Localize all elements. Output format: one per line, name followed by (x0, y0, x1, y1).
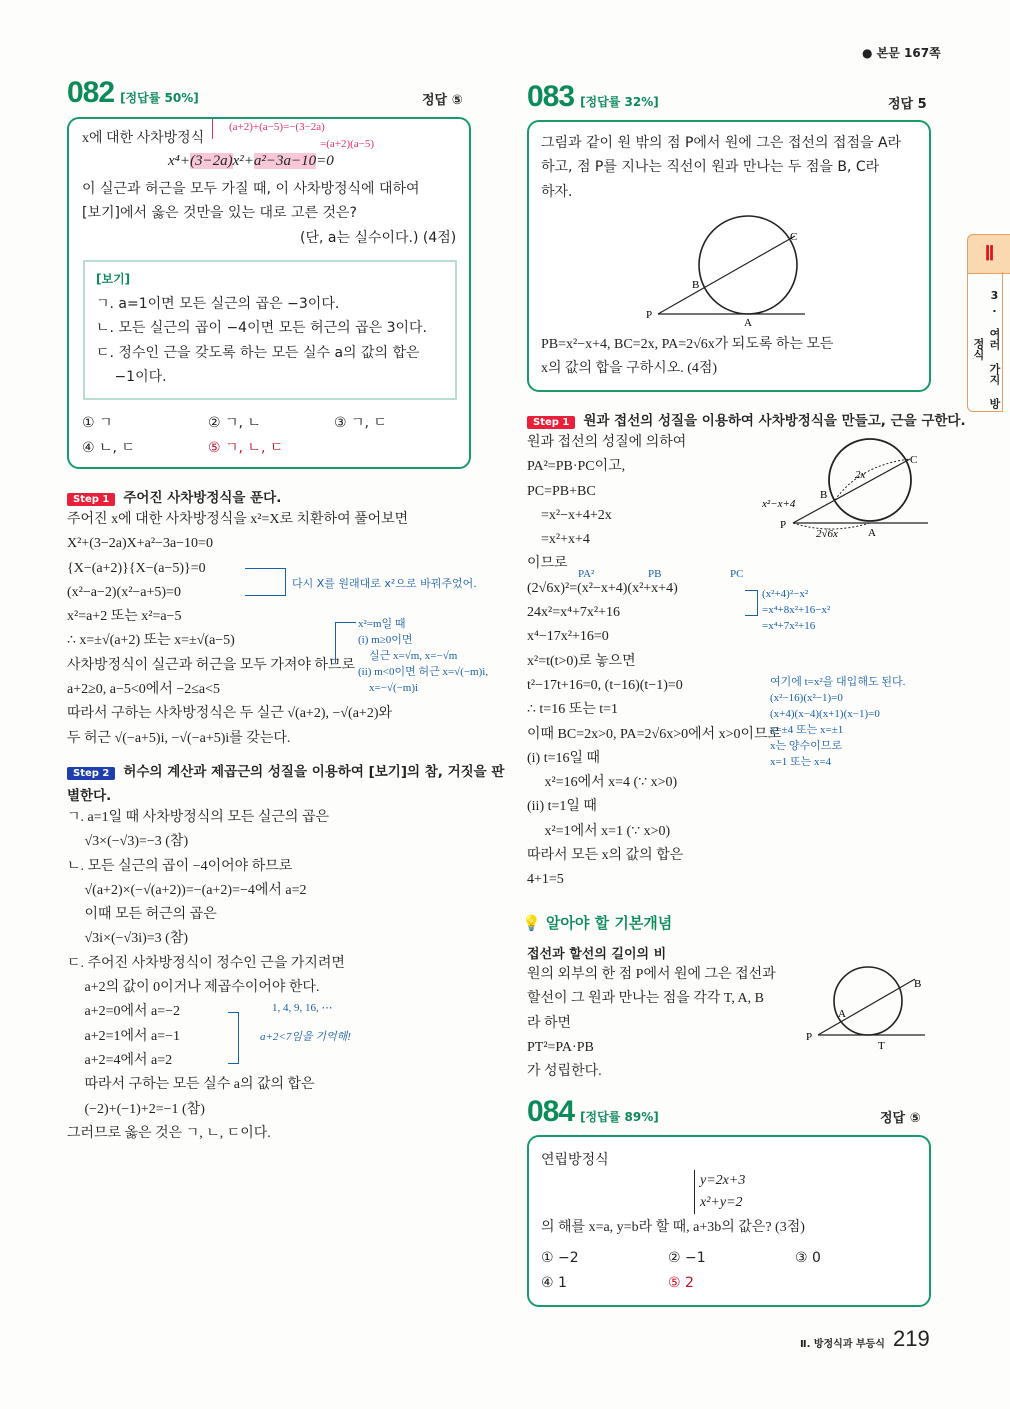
solution-line: 사차방정식이 실근과 허근을 모두 가져야 하므로 (67, 657, 355, 673)
solution-line: ∴ t=16 또는 t=1 (527, 702, 619, 718)
blue-annotation-line: =x⁴+7x²+16 (762, 620, 816, 632)
solution-line: 이때 모든 허근의 곱은 (67, 907, 217, 923)
step-badge: Step 1 (527, 416, 575, 429)
solution-line: a+2=1에서 a=−1 (67, 1028, 181, 1044)
problem-number: 083 (527, 80, 575, 113)
concept-line: 원의 외부의 한 점 P에서 원에 그은 접선과 (527, 967, 776, 982)
blue-annotation-line: 실근 x=√m, x=−√m (358, 650, 458, 662)
label-pb: x²−x+4 (762, 498, 796, 510)
solution-line: x⁴−17x²+16=0 (527, 629, 609, 645)
choice-2[interactable]: ② ㄱ, ㄴ (208, 415, 261, 431)
question-equation (168, 153, 334, 170)
equation-2: x²+y=2 (700, 1195, 743, 1210)
blue-annotation-line: x=−√(−m)i (358, 682, 419, 694)
problem-number: 084 (527, 1095, 575, 1128)
solution-line: 이때 BC=2x>0, PA=2√6x>0에서 x>0이므로 (527, 726, 782, 742)
solution-lines (67, 806, 345, 1146)
blue-annotation-line: =x⁴+8x²+16−x² (762, 604, 831, 616)
question-text: [보기]에서 옳은 것만을 있는 대로 고른 것은? (82, 205, 357, 221)
blue-annotation-line: (ii) m<0이면 허근 x=√(−m)i, (358, 666, 489, 678)
choice-4[interactable]: ④ 1 (541, 1275, 567, 1291)
point-p: P (806, 1031, 813, 1043)
choice-3[interactable]: ③ 0 (795, 1250, 821, 1266)
solution-line: ㄷ. 주어진 사차방정식이 정수인 근을 가지려면 (67, 955, 345, 971)
step-title: 허수의 계산과 제곱근의 성질을 이용하여 [보기]의 참, 거짓을 판 (123, 764, 505, 780)
label-pa: 2√6x (816, 528, 838, 540)
blue-annotation-line: x=1 또는 x=4 (770, 756, 832, 768)
point-a: A (838, 1008, 846, 1020)
reference-text: 본문 167쪽 (876, 46, 941, 60)
solution-line: (2√6x)²=(x²−x+4)(x²+x+4) (527, 580, 678, 596)
concept-subtitle: 접선과 할선의 길이의 비 (527, 947, 667, 962)
concept-figure (800, 965, 930, 1055)
blue-annotation-line: (x²+4)²−x² (762, 588, 809, 600)
point-c: C (790, 231, 798, 243)
bogi-item: ㄱ. a=1이면 모든 실근의 곱은 −3이다. (96, 296, 340, 312)
choice-3[interactable]: ③ ㄱ, ㄷ (334, 415, 387, 431)
concept-line: PT²=PA·PB (527, 1039, 594, 1055)
question-lines (541, 333, 833, 382)
concept-title: 알아야 할 기본개념 (545, 914, 673, 932)
point-p: P (646, 309, 653, 321)
blue-annotation-lines (762, 586, 830, 634)
choice-1[interactable]: ① −2 (541, 1250, 579, 1266)
solution-line: {X−(a+2)}{X−(a−5)}=0 (67, 560, 206, 576)
correct-rate: [정답률 89%] (580, 1110, 659, 1124)
point-c: C (910, 454, 918, 466)
circle (699, 216, 797, 314)
eq-part: x²+ (232, 153, 254, 169)
eq-part: =0 (316, 153, 334, 169)
page-reference: ● 본문 167쪽 (862, 46, 941, 60)
blue-annotation-line: (x+4)(x−4)(x+1)(x−1)=0 (770, 708, 880, 720)
step-title: 원과 접선의 성질을 이용하여 사차방정식을 만들고, 근을 구한다. (583, 413, 966, 429)
step-badge: Step 1 (67, 493, 115, 506)
tangent-figure (640, 210, 810, 330)
step-title-cont: 별한다. (67, 788, 112, 804)
bogi-items (96, 292, 427, 389)
solution-line: x²=1에서 x=1 (∵ x>0) (527, 823, 671, 839)
bogi-item: ㄷ. 정수인 근을 갖도록 하는 모든 실수 a의 값의 합은 (96, 344, 420, 361)
solution-line: a+2≥0, a−5<0에서 −2≤a<5 (67, 682, 221, 698)
concept-line: 할선이 그 원과 만나는 점을 각각 T, A, B (527, 991, 764, 1007)
circle (829, 439, 911, 521)
concept-line: 라 하면 (527, 1015, 572, 1031)
point-b: B (914, 978, 922, 990)
point-p: P (780, 519, 787, 531)
solution-line: X²+(3−2a)X+a²−3a−10=0 (67, 536, 213, 552)
blue-annotation: a+2<7임을 기억해! (260, 1031, 351, 1043)
problem-number: 082 (67, 76, 115, 109)
solution-line: (−2)+(−1)+2=−1 (참) (67, 1101, 205, 1117)
point-b: B (820, 489, 828, 501)
question-line: PB=x²−x+4, BC=2x, PA=2√6x가 되도록 하는 모든 (541, 337, 834, 352)
solution-line: a+2의 값이 0이거나 제곱수이어야 한다. (67, 980, 320, 996)
solution-line: 따라서 구하는 모든 실수 a의 값의 합은 (67, 1077, 315, 1093)
solution-line: ㄴ. 모든 실근의 곱이 −4이어야 하므로 (67, 858, 293, 874)
step1-heading (67, 486, 281, 506)
question-text: 의 해를 x=a, y=b라 할 때, a+3b의 값은? (3점) (541, 1220, 805, 1235)
solution-line: PC=PB+BC (527, 483, 596, 499)
correct-rate: [정답률 50%] (120, 91, 199, 105)
blue-label: PC (730, 568, 744, 580)
bracket (228, 1012, 239, 1064)
concept-lines (527, 963, 776, 1084)
answer-label: 정답 ⑤ (422, 93, 463, 108)
solution-line: (x²−a−2)(x²−a+5)=0 (67, 584, 181, 600)
solution-line: 그러므로 옳은 것은 ㄱ, ㄴ, ㄷ이다. (67, 1125, 271, 1141)
blue-label: PA² (578, 568, 595, 580)
solution-figure (760, 435, 935, 545)
solution-line: √(a+2)×(−√(a+2))=−(a+2)=−4에서 a=2 (67, 882, 307, 898)
question-text: 이 실근과 허근을 모두 가질 때, 이 사차방정식에 대하여 (82, 181, 420, 197)
step-badge: Step 2 (67, 767, 115, 780)
blue-annotation-line: (i) m≥0이면 (358, 634, 413, 646)
blue-annotation-lines (770, 674, 905, 770)
bogi-title: [보기] (96, 272, 131, 286)
solution-line: (i) t=16일 때 (527, 750, 601, 766)
footer-chapter: Ⅱ. 방정식과 부등식 (800, 1339, 885, 1350)
chapter-tab[interactable]: Ⅱ (967, 234, 1010, 274)
solution-line: t²−17t+16=0, (t−16)(t−1)=0 (527, 677, 683, 693)
blue-annotation-line: x²=m일 때 (358, 618, 406, 630)
correct-rate: [정답률 32%] (580, 95, 659, 109)
blue-annotation-line: (x²−16)(x²−1)=0 (770, 692, 843, 704)
solution-line: a+2=0에서 a=−2 (67, 1004, 181, 1020)
point-a: A (744, 317, 752, 329)
bogi-item: ㄴ. 모든 실근의 곱이 −4이면 모든 허근의 곱은 3이다. (96, 320, 428, 337)
problem-084-header (527, 1095, 659, 1129)
solution-line: =x²+x+4 (527, 532, 590, 548)
blue-annotation-line: x는 양수이므로 (770, 740, 843, 752)
question-line: 하고, 점 P를 지나는 직선이 원과 만나는 두 점을 B, C라 (541, 159, 880, 176)
question-line: 그림과 같이 원 밖의 점 P에서 원에 그은 접선의 접점을 A라 (541, 135, 902, 151)
label-bc: 2x (855, 469, 866, 481)
blue-label: PB (648, 568, 662, 580)
bogi-item: −1이다. (96, 368, 167, 385)
blue-annotation: 1, 4, 9, 16, ⋯ (272, 1002, 333, 1014)
secant-line (658, 236, 795, 314)
choice-2[interactable]: ② −1 (668, 1250, 706, 1266)
concept-line: 가 성립한다. (527, 1064, 602, 1080)
solution-line: ∴ x=±√(a+2) 또는 x=±√(a−5) (67, 633, 235, 649)
lightbulb-icon: 💡 (522, 914, 541, 932)
solution-line: 따라서 구하는 사차방정식은 두 실근 √(a+2), −√(a+2)와 (67, 706, 393, 722)
circle (834, 967, 902, 1035)
eq-highlight: (3−2a) (190, 153, 233, 169)
solution-line: a+2=4에서 a=2 (67, 1052, 173, 1068)
choice-4[interactable]: ④ ㄴ, ㄷ (82, 440, 135, 456)
step1-heading (527, 409, 966, 429)
arrow-bracket (245, 568, 286, 596)
question-lines (541, 131, 901, 204)
problem-082-header (67, 76, 199, 110)
solution-line: 이므로 (527, 556, 568, 572)
question-text: x에 대한 사차방정식 (82, 131, 205, 146)
solution-line: x²=16에서 x=4 (∵ x>0) (527, 775, 678, 791)
blue-annotation-line: x=±4 또는 x=±1 (770, 724, 844, 736)
solution-line: PA²=PB·PC이고, (527, 459, 626, 475)
solution-lines (527, 431, 781, 893)
concept-heading (522, 912, 672, 933)
solution-line: 따라서 모든 x의 값의 합은 (527, 848, 684, 864)
solution-line: x²=t(t>0)로 놓으면 (527, 653, 636, 669)
arrow-line (335, 622, 356, 663)
point-a: A (868, 527, 876, 539)
solution-line: (ii) t=1일 때 (527, 799, 597, 815)
bracket (745, 590, 758, 616)
section-tab[interactable]: 3. 여러 가지 방정식 (967, 272, 1003, 412)
solution-line: x²=a+2 또는 x²=a−5 (67, 609, 182, 625)
solution-line: √3×(−√3)=−3 (참) (67, 834, 189, 850)
solution-line: 주어진 x에 대한 사차방정식을 x²=X로 치환하여 풀어보면 (67, 512, 409, 527)
choice-5-correct[interactable]: ⑤ ㄱ, ㄴ, ㄷ (208, 440, 284, 456)
solution-line: 원과 접선의 성질에 의하여 (527, 435, 687, 450)
blue-annotation: 다시 X를 원래대로 x²으로 바꿔주었어. (292, 577, 477, 590)
choice-5-correct[interactable]: ⑤ 2 (668, 1275, 694, 1291)
answer-label: 정답 5 (888, 97, 927, 112)
question-line: 하자. (541, 183, 573, 200)
blue-annotation-line: 여기에 t=x²을 대입해도 된다. (770, 676, 906, 688)
question-text: 연립방정식 (541, 1152, 609, 1168)
choice-1[interactable]: ① ㄱ (82, 415, 113, 431)
solution-line: 24x²=x⁴+7x²+16 (527, 605, 620, 621)
solution-line: 4+1=5 (527, 872, 564, 888)
solution-line: =x²−x+4+2x (527, 507, 612, 523)
solution-line: 두 허근 √(−a+5)i, −√(−a+5)i를 갖는다. (67, 730, 291, 746)
point-b: B (692, 279, 700, 291)
blue-annotation-lines (358, 616, 488, 696)
question-text: (단, a는 실수이다.) (4점) (300, 230, 457, 246)
pink-annotation: =(a+2)(a−5) (320, 138, 375, 150)
answer-label: 정답 ⑤ (880, 1111, 921, 1126)
step-title: 주어진 사차방정식을 푼다. (123, 490, 282, 506)
step2-heading (67, 760, 504, 780)
page-number: 219 (893, 1326, 930, 1351)
equation-1: y=2x+3 (700, 1173, 746, 1188)
pink-annotation: (a+2)+(a−5)=−(3−2a) (212, 119, 325, 139)
eq-highlight: a²−3a−10 (253, 153, 317, 169)
eq-part: x⁴+ (168, 153, 190, 169)
point-t: T (878, 1040, 885, 1052)
equation-system (694, 1170, 745, 1214)
solution-line: √3i×(−√3i)=3 (참) (67, 931, 189, 947)
solution-line: ㄱ. a=1일 때 사차방정식의 모든 실근의 곱은 (67, 810, 329, 825)
secant-line (818, 979, 915, 1035)
question-line: x의 값의 합을 구하시오. (4점) (541, 361, 718, 377)
problem-083-header (527, 80, 659, 114)
